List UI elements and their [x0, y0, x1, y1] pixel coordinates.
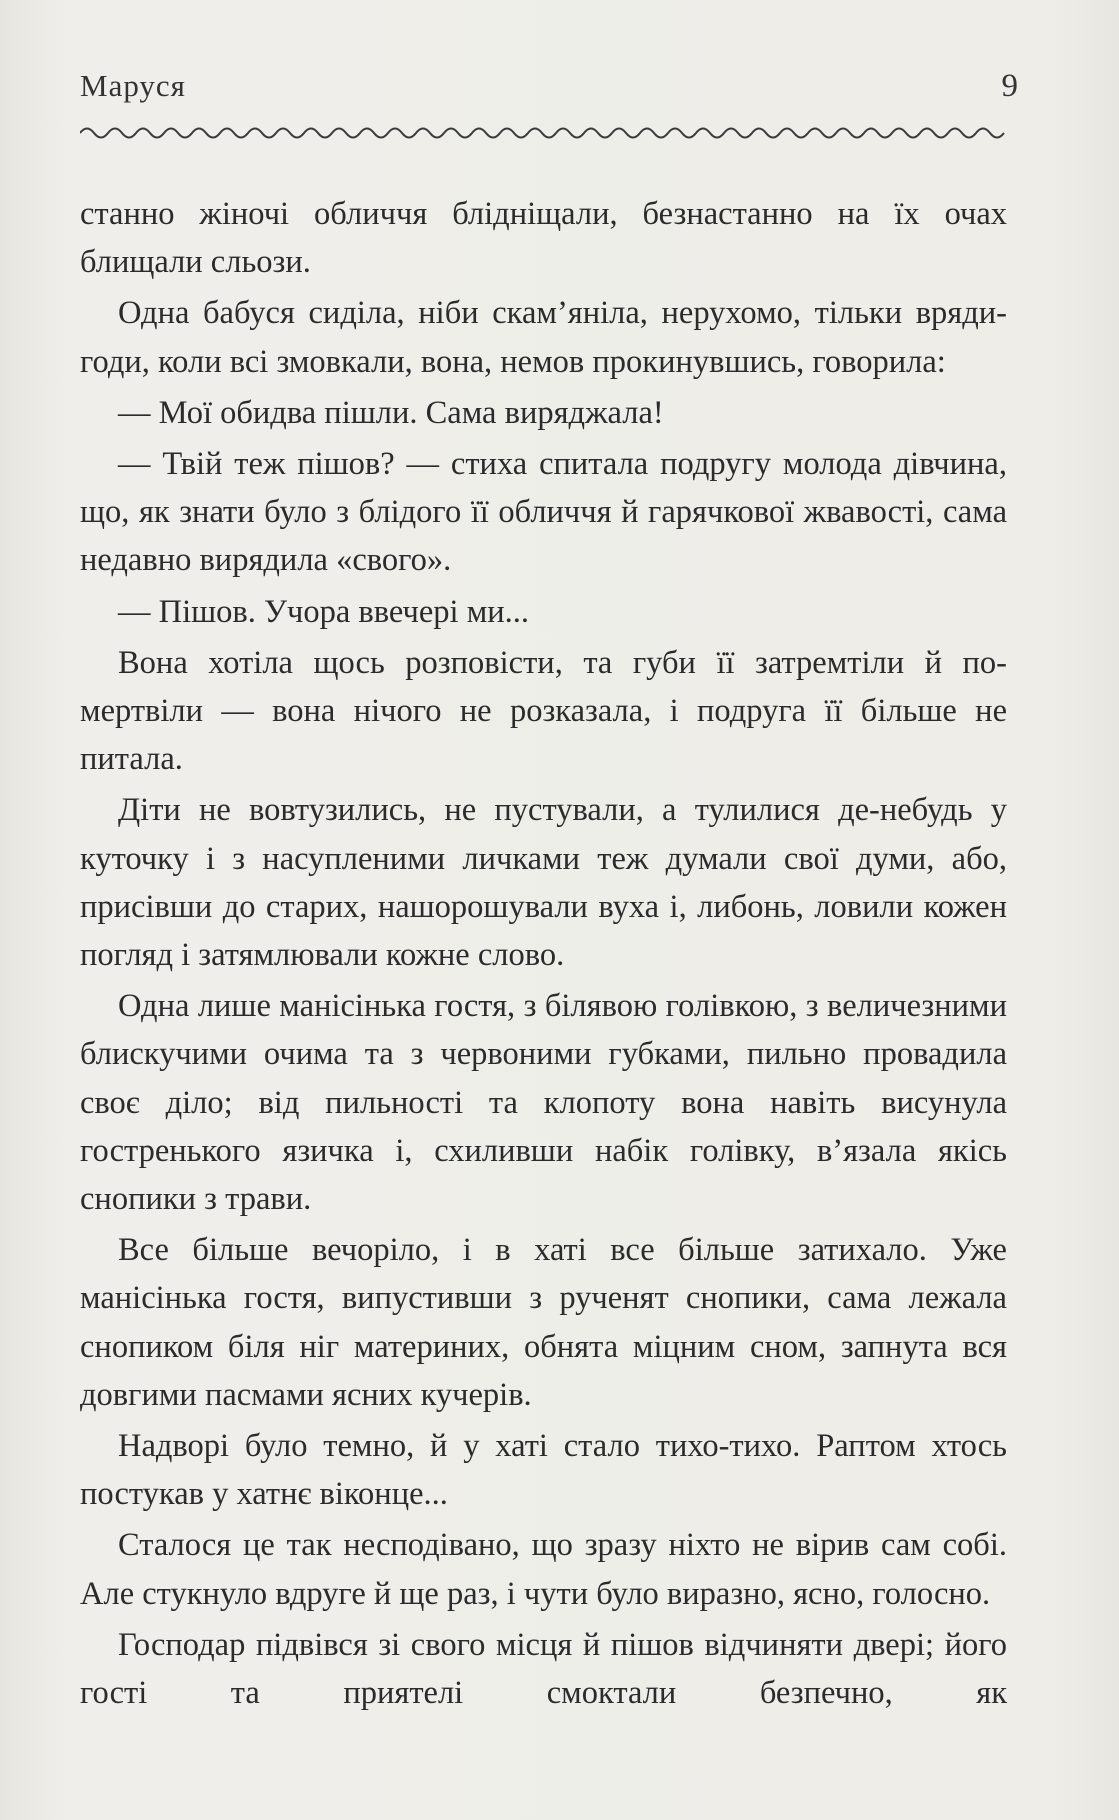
dialogue-line: — Мої обидва пішли. Сама виряджала! — [118, 394, 664, 431]
body-text — [80, 190, 1007, 1720]
paragraph: Надворі було темно, й у хаті стало тихо-тихо. Раптом хтось постукав у хатнє віконце... — [80, 1428, 1007, 1513]
running-title: Маруся — [80, 68, 186, 103]
paragraph: Вона хотіла щось розповісти, та губи її затремтіли й помертвіли — вона нічого не розказала, і подруга її більше не питала. — [80, 644, 1007, 778]
page-number: 9 — [1001, 68, 1019, 104]
paragraph: Одна бабуся сиділа, ніби скам’яніла, нерухомо, тільки вряди-годи, коли всі змовкали, вона, немов прокинувшись, говорила: — [80, 295, 1007, 380]
dialogue-line: — Твій теж пішов? — стиха спитала подругу молода дівчина, що, як знати було з блідого її обличчя й гарячкової жвавості, сама недавно вирядила «свого». — [80, 446, 1007, 579]
paragraph: станно жіночі обличчя блідніщали, безнастанно на їх очах блищали сльози. — [80, 196, 1007, 281]
paragraph: Одна лише манісінька гостя, з білявою голівкою, з величезними блискучими очима та з червоними губками, пильно провадила своє діло; від пильності та клопоту вона навіть висунула гостренького язичка і, схиливши набік голівку, в’язала якісь снопики з трави. — [80, 988, 1007, 1218]
dialogue-line: — Пішов. Учора ввечері ми... — [118, 593, 530, 630]
paragraph: Сталося це так несподівано, що зразу ніхто не вірив сам собі. Але стукнуло вдруге й ще раз, і чути було виразно, ясно, голосно. — [80, 1527, 1007, 1612]
running-head — [80, 68, 1019, 118]
paragraph: Все більше вечоріло, і в хаті все більше затихало. Уже манісінька гостя, випустивши з рученят снопики, сама лежала снопиком біля ніг материних, обнята міцним сном, запнута вся довгими пасмами ясних кучерів. — [80, 1232, 1007, 1413]
paragraph: Господар підвівся зі свого місця й пішов відчиняти двері; його гості та приятелі смоктали безпечно, як — [80, 1626, 1007, 1712]
wavy-rule-ornament — [80, 120, 1008, 146]
paragraph: Діти не вовтузились, не пустували, а тулилися де-небудь у куточку і з насупленими личками теж думали свої думи, або, присівши до старих, нашорошували вуха і, либонь, ловили кожен погляд і затямлювали кожне слово. — [80, 792, 1007, 974]
